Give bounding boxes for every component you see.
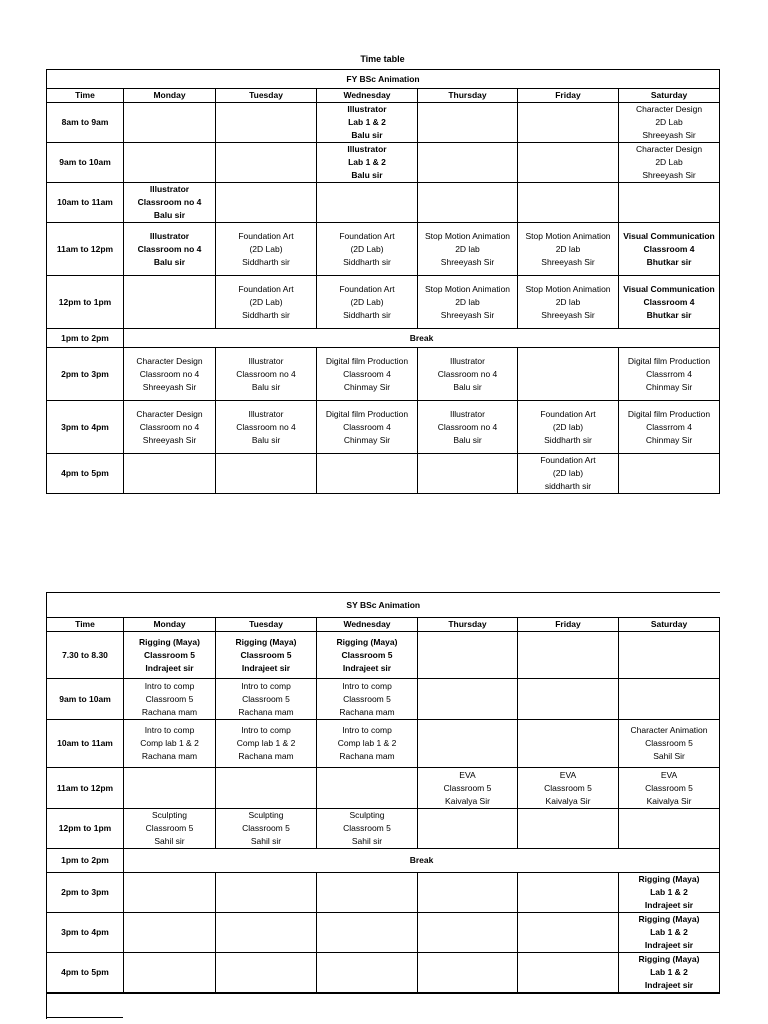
room: Classroom no 4 [437, 368, 498, 379]
subject: Rigging (Maya) [336, 636, 398, 647]
class-cell [619, 223, 720, 276]
subject: Foundation Art [339, 283, 395, 294]
subject: Character Animation [630, 725, 708, 735]
instructor: Balu sir [351, 130, 383, 140]
class-cell [518, 401, 619, 454]
room: Classroom 5 [145, 823, 194, 833]
room: Comp lab 1 & 2 [140, 738, 199, 748]
table-row [47, 632, 720, 679]
empty-cell [216, 103, 317, 143]
column-header: Saturday [619, 618, 720, 632]
room: (2D Lab) [249, 243, 283, 254]
subject: Digital film Production [325, 355, 409, 366]
room: Comp lab 1 & 2 [337, 738, 397, 748]
time-slot: 3pm to 4pm [47, 913, 124, 953]
class-cell [216, 679, 317, 720]
table-row [47, 913, 720, 953]
room: Classroom no 4 [137, 243, 202, 254]
table-row [47, 873, 720, 913]
empty-cell [124, 143, 216, 183]
subject: Intro to comp [342, 725, 392, 735]
room: Classroom no 4 [236, 368, 296, 379]
column-header: Wednesday [317, 618, 418, 632]
room: Lab 1 & 2 [348, 117, 386, 127]
subject: Foundation Art [339, 230, 395, 241]
subject: Foundation Art [238, 230, 294, 241]
subject: Stop Motion Animation [525, 283, 611, 294]
empty-cell [518, 873, 619, 913]
room: Classroom 4 [643, 296, 695, 307]
subject: Sculpting [152, 810, 187, 820]
room: Classrrom 4 [646, 368, 692, 379]
time-slot: 3pm to 4pm [47, 401, 124, 454]
class-cell [124, 720, 216, 768]
column-header: Saturday [619, 89, 720, 103]
room: Classroom 5 [242, 693, 290, 704]
instructor: Siddharth sir [544, 434, 592, 445]
instructor: Kaivalya Sir [646, 795, 692, 806]
class-cell [216, 720, 317, 768]
class-cell [317, 103, 418, 143]
room: Lab 1 & 2 [348, 157, 386, 167]
table-row [47, 103, 720, 143]
empty-cell [518, 809, 619, 849]
empty-cell [124, 276, 216, 329]
room: (2D lab) [552, 421, 584, 432]
class-cell [124, 679, 216, 720]
instructor: Shreeyash Sir [142, 381, 197, 392]
time-slot: 10am to 11am [47, 720, 124, 768]
instructor: Siddharth sir [242, 309, 290, 320]
room: 2D Lab [655, 157, 683, 167]
page-title: Time table [360, 54, 405, 64]
subject: Rigging (Maya) [638, 914, 700, 924]
instructor: Sahil sir [154, 836, 185, 846]
room: Classroom no 4 [137, 197, 202, 207]
empty-cell [317, 953, 418, 993]
class-cell [518, 276, 619, 329]
subject: Intro to comp [241, 725, 291, 735]
instructor: Rachana mam [238, 706, 294, 717]
subject: Illustrator [248, 355, 284, 366]
empty-cell [619, 454, 720, 494]
instructor: Balu sir [251, 381, 281, 392]
empty-cell [216, 768, 317, 809]
instructor: Balu sir [453, 434, 482, 445]
trailing-table-border-bottom [46, 1017, 123, 1018]
class-cell [418, 348, 518, 401]
empty-cell [418, 183, 518, 223]
time-slot: 9am to 10am [47, 143, 124, 183]
class-cell [619, 143, 720, 183]
time-slot: 10am to 11am [47, 183, 124, 223]
subject: Intro to comp [241, 680, 291, 691]
empty-cell [124, 103, 216, 143]
subject: Character Design [136, 408, 203, 419]
empty-cell [518, 720, 619, 768]
class-cell [619, 348, 720, 401]
empty-cell [317, 454, 418, 494]
class-cell [124, 223, 216, 276]
empty-cell [124, 454, 216, 494]
time-slot: 7.30 to 8.30 [47, 632, 124, 679]
instructor: Sahil sir [351, 836, 383, 846]
empty-cell [418, 103, 518, 143]
trailing-table-border [46, 993, 720, 1019]
class-cell [216, 632, 317, 679]
table-row [47, 953, 720, 993]
room: Classroom 4 [343, 421, 391, 432]
class-cell [619, 873, 720, 913]
room: Classroom 5 [145, 693, 194, 704]
instructor: Indrajeet sir [644, 900, 694, 910]
subject: Illustrator [450, 355, 485, 366]
class-cell [518, 768, 619, 809]
subject: Rigging (Maya) [638, 954, 700, 964]
instructor: Shreeyash Sir [142, 434, 197, 445]
subject: Digital film Production [627, 408, 711, 419]
class-cell [317, 809, 418, 849]
room: Classroom 5 [443, 782, 492, 793]
time-slot: 9am to 10am [47, 679, 124, 720]
room: Classroom no 4 [437, 421, 498, 432]
column-header: Tuesday [216, 89, 317, 103]
class-cell [619, 953, 720, 993]
empty-cell [418, 143, 518, 183]
class-cell [124, 348, 216, 401]
break-cell: Break [124, 849, 720, 873]
instructor: Shreeyash Sir [642, 130, 696, 140]
instructor: Siddharth sir [242, 256, 290, 267]
room: Classroom 5 [343, 693, 391, 704]
class-cell [317, 720, 418, 768]
empty-cell [518, 183, 619, 223]
room: Classroom 5 [645, 738, 693, 748]
class-cell [619, 768, 720, 809]
break-cell: Break [124, 329, 720, 348]
time-slot: 1pm to 2pm [47, 329, 124, 348]
empty-cell [216, 953, 317, 993]
column-header: Friday [518, 89, 619, 103]
empty-cell [619, 183, 720, 223]
subject: Stop Motion Animation [424, 283, 511, 294]
empty-cell [518, 913, 619, 953]
room: Classroom no 4 [139, 368, 200, 379]
class-cell [317, 223, 418, 276]
instructor: Rachana mam [238, 751, 294, 761]
class-cell [619, 276, 720, 329]
table-row [47, 401, 720, 454]
empty-cell [216, 454, 317, 494]
subject: Sculpting [248, 810, 284, 820]
empty-cell [619, 632, 720, 679]
empty-cell [216, 143, 317, 183]
room: Lab 1 & 2 [650, 927, 688, 937]
room: Lab 1 & 2 [650, 967, 688, 977]
time-slot: 8am to 9am [47, 103, 124, 143]
time-slot: 11am to 12pm [47, 768, 124, 809]
class-cell [124, 809, 216, 849]
instructor: Balu sir [351, 170, 383, 180]
room: Classroom 5 [341, 649, 393, 660]
instructor: Balu sir [453, 381, 482, 392]
subject: Foundation Art [238, 283, 294, 294]
instructor: Indrajeet sir [644, 980, 694, 990]
empty-cell [518, 679, 619, 720]
subject: Illustrator [450, 408, 485, 419]
instructor: Shreeyash Sir [541, 309, 595, 320]
time-slot: 11am to 12pm [47, 223, 124, 276]
subject: Intro to comp [144, 725, 195, 735]
room: (2D Lab) [249, 296, 283, 307]
class-cell [317, 276, 418, 329]
room: 2D Lab [655, 117, 683, 127]
empty-cell [124, 873, 216, 913]
instructor: Indrajeet sir [342, 662, 392, 673]
class-cell [619, 913, 720, 953]
empty-cell [317, 183, 418, 223]
subject: EVA [559, 769, 577, 780]
subject: Intro to comp [342, 680, 392, 691]
empty-cell [518, 348, 619, 401]
instructor: Siddharth sir [343, 309, 391, 320]
time-slot: 1pm to 2pm [47, 849, 124, 873]
instructor: Sahil Sir [653, 751, 685, 761]
room: Classroom no 4 [236, 421, 296, 432]
class-cell [317, 679, 418, 720]
subject: Stop Motion Animation [525, 230, 611, 241]
instructor: Chinmay Sir [343, 381, 391, 392]
class-cell [518, 454, 619, 494]
room: Classroom 5 [242, 823, 290, 833]
column-header: Tuesday [216, 618, 317, 632]
subject: Visual Communication [623, 283, 715, 294]
empty-cell [216, 183, 317, 223]
instructor: Shreeyash Sir [440, 256, 495, 267]
table-row [47, 849, 720, 873]
fy-timetable [46, 69, 720, 494]
empty-cell [619, 679, 720, 720]
column-header: Thursday [418, 618, 518, 632]
empty-cell [418, 720, 518, 768]
table-row [47, 143, 720, 183]
time-slot: 12pm to 1pm [47, 276, 124, 329]
instructor: Bhutkar sir [646, 309, 692, 320]
subject: Stop Motion Animation [424, 230, 511, 241]
room: 2D lab [555, 296, 581, 307]
subject: EVA [660, 769, 678, 780]
subject: Sculpting [349, 810, 385, 820]
subject: Illustrator [149, 230, 190, 241]
table-row [47, 720, 720, 768]
instructor: Kaivalya Sir [445, 795, 490, 806]
subject: Illustrator [347, 144, 387, 154]
instructor: Siddharth sir [343, 256, 391, 267]
subject: Digital film Production [627, 355, 711, 366]
empty-cell [418, 679, 518, 720]
class-cell [317, 143, 418, 183]
room: Classroom 5 [343, 823, 391, 833]
sy-timetable [46, 592, 720, 993]
time-slot: 2pm to 3pm [47, 348, 124, 401]
room: 2D lab [455, 243, 480, 254]
empty-cell [619, 809, 720, 849]
instructor: Rachana mam [141, 751, 198, 761]
time-slot: 12pm to 1pm [47, 809, 124, 849]
instructor: Shreeyash Sir [541, 256, 595, 267]
room: Classroom 5 [645, 782, 693, 793]
empty-cell [124, 913, 216, 953]
column-header: Time [47, 89, 124, 103]
room: Classroom 4 [343, 368, 391, 379]
empty-cell [418, 809, 518, 849]
instructor: Sahil sir [250, 836, 282, 846]
room: Comp lab 1 & 2 [236, 738, 296, 748]
room: 2D lab [455, 296, 480, 307]
subject: Intro to comp [144, 680, 195, 691]
subject: Character Design [136, 355, 203, 366]
instructor: Balu sir [153, 210, 186, 220]
instructor: siddharth sir [544, 481, 592, 491]
room: Classroom 5 [544, 782, 592, 793]
fy-table-title: FY BSc Animation [47, 70, 720, 89]
empty-cell [317, 768, 418, 809]
empty-cell [518, 953, 619, 993]
empty-cell [216, 873, 317, 913]
table-row [47, 348, 720, 401]
instructor: Indrajeet sir [644, 940, 694, 950]
room: Classroom 4 [643, 243, 695, 254]
class-cell [418, 223, 518, 276]
empty-cell [418, 873, 518, 913]
class-cell [317, 632, 418, 679]
instructor: Kaivalya Sir [545, 795, 591, 806]
empty-cell [124, 953, 216, 993]
column-header: Time [47, 618, 124, 632]
empty-cell [216, 913, 317, 953]
table-row [47, 276, 720, 329]
empty-cell [518, 103, 619, 143]
column-header: Friday [518, 618, 619, 632]
instructor: Indrajeet sir [241, 662, 291, 673]
subject: Rigging (Maya) [638, 874, 700, 884]
empty-cell [418, 454, 518, 494]
room: (2D Lab) [350, 296, 384, 307]
room: Lab 1 & 2 [650, 887, 688, 897]
instructor: Shreeyash Sir [440, 309, 495, 320]
class-cell [124, 183, 216, 223]
subject: Foundation Art [540, 408, 596, 419]
class-cell [216, 809, 317, 849]
class-cell [216, 348, 317, 401]
time-slot: 2pm to 3pm [47, 873, 124, 913]
instructor: Rachana mam [141, 706, 198, 717]
class-cell [216, 223, 317, 276]
room: Classroom 5 [143, 649, 196, 660]
subject: Character Design [635, 104, 703, 114]
empty-cell [418, 913, 518, 953]
class-cell [518, 223, 619, 276]
time-slot: 4pm to 5pm [47, 953, 124, 993]
instructor: Rachana mam [339, 751, 395, 761]
empty-cell [124, 768, 216, 809]
column-header: Wednesday [317, 89, 418, 103]
class-cell [619, 103, 720, 143]
class-cell [619, 401, 720, 454]
class-cell [124, 401, 216, 454]
class-cell [418, 768, 518, 809]
instructor: Shreeyash Sir [642, 170, 696, 180]
class-cell [216, 401, 317, 454]
table-row [47, 679, 720, 720]
empty-cell [518, 632, 619, 679]
instructor: Bhutkar sir [646, 256, 692, 267]
subject: Rigging (Maya) [235, 636, 297, 647]
table-row [47, 329, 720, 348]
instructor: Indrajeet sir [145, 662, 194, 673]
sy-table-title: SY BSc Animation [47, 593, 720, 618]
class-cell [124, 632, 216, 679]
empty-cell [518, 143, 619, 183]
table-row [47, 454, 720, 494]
column-header: Monday [124, 89, 216, 103]
instructor: Balu sir [251, 434, 281, 445]
subject: Illustrator [347, 104, 387, 114]
column-header: Thursday [418, 89, 518, 103]
empty-cell [317, 873, 418, 913]
empty-cell [418, 953, 518, 993]
class-cell [317, 348, 418, 401]
class-cell [317, 401, 418, 454]
room: Classroom 5 [240, 649, 292, 660]
instructor: Rachana mam [339, 706, 395, 717]
time-slot: 4pm to 5pm [47, 454, 124, 494]
subject: Digital film Production [325, 408, 409, 419]
table-row [47, 809, 720, 849]
instructor: Balu sir [153, 256, 186, 267]
class-cell [418, 401, 518, 454]
subject: Rigging (Maya) [139, 636, 200, 647]
subject: EVA [459, 769, 476, 780]
instructor: Chinmay Sir [343, 434, 391, 445]
instructor: Chinmay Sir [645, 434, 693, 445]
subject: Foundation Art [540, 455, 596, 465]
class-cell [619, 720, 720, 768]
table-row [47, 183, 720, 223]
empty-cell [418, 632, 518, 679]
instructor: Chinmay Sir [645, 381, 693, 392]
room: 2D lab [555, 243, 581, 254]
table-row [47, 768, 720, 809]
table-row [47, 223, 720, 276]
subject: Illustrator [248, 408, 284, 419]
class-cell [216, 276, 317, 329]
room: (2D lab) [552, 468, 584, 478]
empty-cell [317, 913, 418, 953]
room: Classrrom 4 [646, 421, 692, 432]
column-header: Monday [124, 618, 216, 632]
subject: Character Design [635, 144, 703, 154]
subject: Visual Communication [623, 230, 715, 241]
room: (2D Lab) [350, 243, 384, 254]
class-cell [418, 276, 518, 329]
subject: Illustrator [149, 184, 190, 194]
room: Classroom no 4 [139, 421, 200, 432]
